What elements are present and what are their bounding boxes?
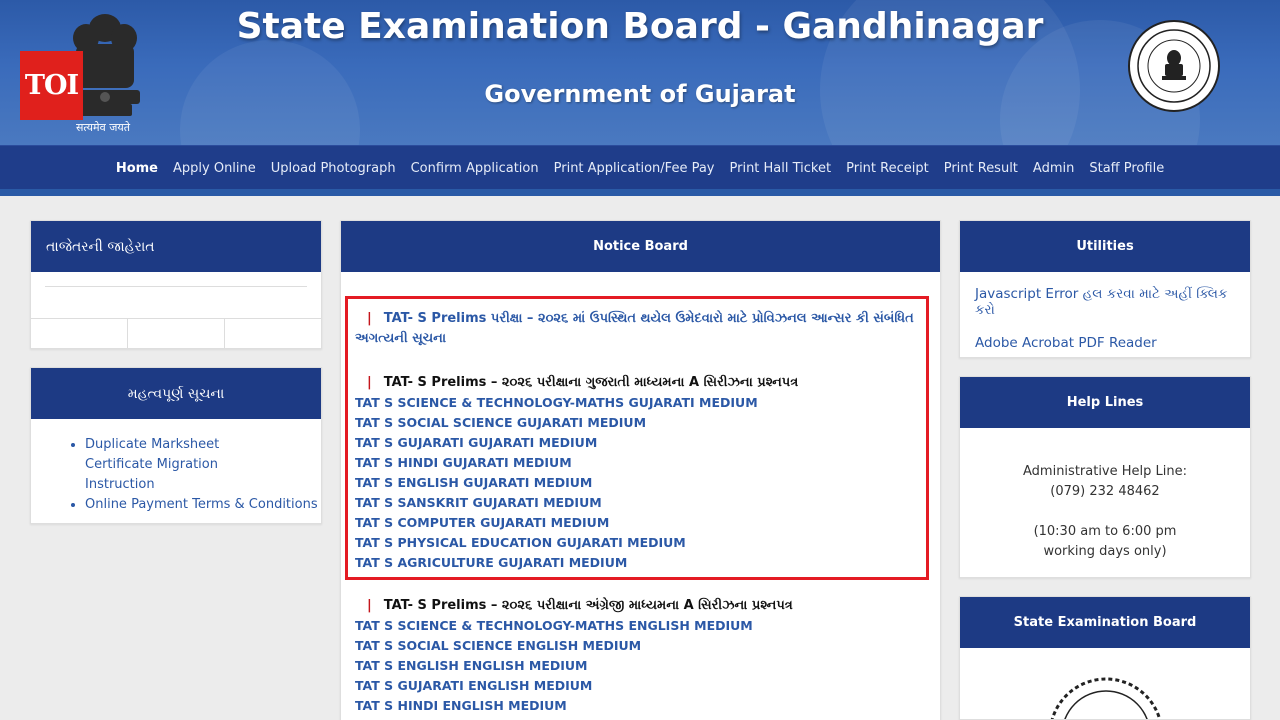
nav-print-application[interactable]: Print Application/Fee Pay [553, 160, 715, 176]
helplines-panel [959, 376, 1251, 578]
nav-admin[interactable]: Admin [1032, 160, 1075, 176]
paper-link[interactable]: TAT S AGRICULTURE GUJARATI MEDIUM [355, 555, 628, 570]
paper-link[interactable]: TAT S SCIENCE & TECHNOLOGY-MATHS ENGLISH MEDIUM [355, 618, 753, 633]
nav-underline [0, 189, 1280, 196]
notice-board-title: Notice Board [341, 221, 940, 272]
divider [45, 286, 307, 287]
paper-link[interactable]: TAT S PHYSICAL EDUCATION GUJARATI MEDIUM [355, 535, 686, 550]
migration-instruction-link[interactable]: Migration Instruction [85, 457, 218, 492]
helpline-label: Administrative Help Line: [1023, 464, 1187, 479]
board-seal-icon [1046, 675, 1166, 720]
important-notice-panel [30, 367, 322, 524]
latest-ads-panel [30, 220, 322, 349]
page-subtitle: Government of Gujarat [484, 80, 796, 108]
seb-title: State Examination Board [960, 597, 1250, 648]
paper-link[interactable]: TAT S COMPUTER GUJARATI MEDIUM [355, 515, 610, 530]
paper-link[interactable]: TAT S ENGLISH GUJARATI MEDIUM [355, 475, 593, 490]
list-item[interactable] [85, 495, 321, 515]
paper-link[interactable]: TAT S HINDI ENGLISH MEDIUM [355, 698, 567, 713]
bullet-marker: | [367, 311, 372, 326]
nav-apply-online[interactable]: Apply Online [173, 160, 256, 176]
toi-logo: TOI [20, 51, 83, 120]
notice-entry[interactable] [355, 309, 925, 349]
paper-link[interactable]: TAT S SOCIAL SCIENCE ENGLISH MEDIUM [355, 638, 642, 653]
paper-link[interactable]: TAT S SANSKRIT GUJARATI MEDIUM [355, 495, 602, 510]
notice-group-english [355, 596, 925, 716]
important-notice-list [31, 419, 321, 515]
notice-group-gujarati [355, 373, 925, 573]
paper-link[interactable]: TAT S HINDI GUJARATI MEDIUM [355, 455, 572, 470]
adobe-reader-link[interactable]: Adobe Acrobat PDF Reader [975, 335, 1157, 351]
paper-link[interactable]: TAT S ENGLISH ENGLISH MEDIUM [355, 658, 588, 673]
payment-terms-link[interactable]: Online Payment Terms & Conditions [85, 497, 318, 512]
paper-link[interactable]: TAT S GUJARATI ENGLISH MEDIUM [355, 678, 593, 693]
helplines-title: Help Lines [960, 377, 1250, 428]
nav-confirm-application[interactable]: Confirm Application [410, 160, 539, 176]
board-seal-icon [1128, 20, 1220, 112]
nav-home[interactable]: Home [115, 160, 158, 176]
table-cell [31, 319, 128, 348]
javascript-error-link[interactable]: Javascript Error હલ કરવા માટે અહીં ક્લિક કરો [975, 286, 1228, 318]
nav-staff-profile[interactable]: Staff Profile [1089, 160, 1165, 176]
seb-panel [959, 596, 1251, 720]
nav-print-receipt[interactable]: Print Receipt [846, 160, 929, 176]
latest-ads-row [31, 318, 321, 348]
site-header [0, 0, 1280, 145]
paper-link[interactable]: TAT S SCIENCE & TECHNOLOGY-MATHS GUJARATI MEDIUM [355, 395, 758, 410]
list-item[interactable] [85, 435, 285, 495]
paper-link[interactable]: TAT S SOCIAL SCIENCE GUJARATI MEDIUM [355, 415, 647, 430]
latest-ads-body [31, 272, 321, 350]
latest-ads-title: તાજેતરની જાહેરાત [31, 221, 321, 272]
nav-print-result[interactable]: Print Result [943, 160, 1018, 176]
group-heading: TAT- S Prelims – ૨૦૨૬ પરીક્ષાના અંગ્રેજી માધ્યમના A સિરીઝના પ્રશ્નપત્ર [383, 598, 793, 613]
helpline-days: working days only) [1043, 544, 1167, 559]
group-heading: TAT- S Prelims – ૨૦૨૬ પરીક્ષાના ગુજરાતી માધ્યમના A સિરીઝના પ્રશ્નપત્ર [383, 375, 799, 390]
page-title: State Examination Board - Gandhinagar [236, 6, 1044, 47]
helpline-hours: (10:30 am to 6:00 pm [1033, 524, 1177, 539]
paper-link[interactable]: TAT S GUJARATI GUJARATI MEDIUM [355, 435, 598, 450]
nav-upload-photograph[interactable]: Upload Photograph [270, 160, 396, 176]
emblem-motto: सत्यमेव जयते [76, 121, 131, 134]
answer-key-notice-link[interactable]: TAT- S Prelims પરીક્ષા – ૨૦૨૬ માં ઉપસ્થિત થયેલ ઉમેદવારો માટે પ્રોવિઝનલ આન્સર કી સંબંધિત અગત્યની સૂચના [355, 311, 914, 346]
nav-print-hall-ticket[interactable]: Print Hall Ticket [729, 160, 832, 176]
main-nav [0, 145, 1280, 189]
table-cell [128, 319, 225, 348]
duplicate-marksheet-link[interactable]: Duplicate Marksheet Certificate [85, 437, 220, 472]
bullet-marker: | [367, 375, 372, 390]
helpline-phone: (079) 232 48462 [1050, 484, 1160, 499]
bullet-marker: | [367, 598, 372, 613]
table-cell [225, 319, 321, 348]
important-notice-title: મહત્વપૂર્ણ સૂચના [31, 368, 321, 419]
utilities-panel [959, 220, 1251, 358]
utilities-title: Utilities [960, 221, 1250, 272]
